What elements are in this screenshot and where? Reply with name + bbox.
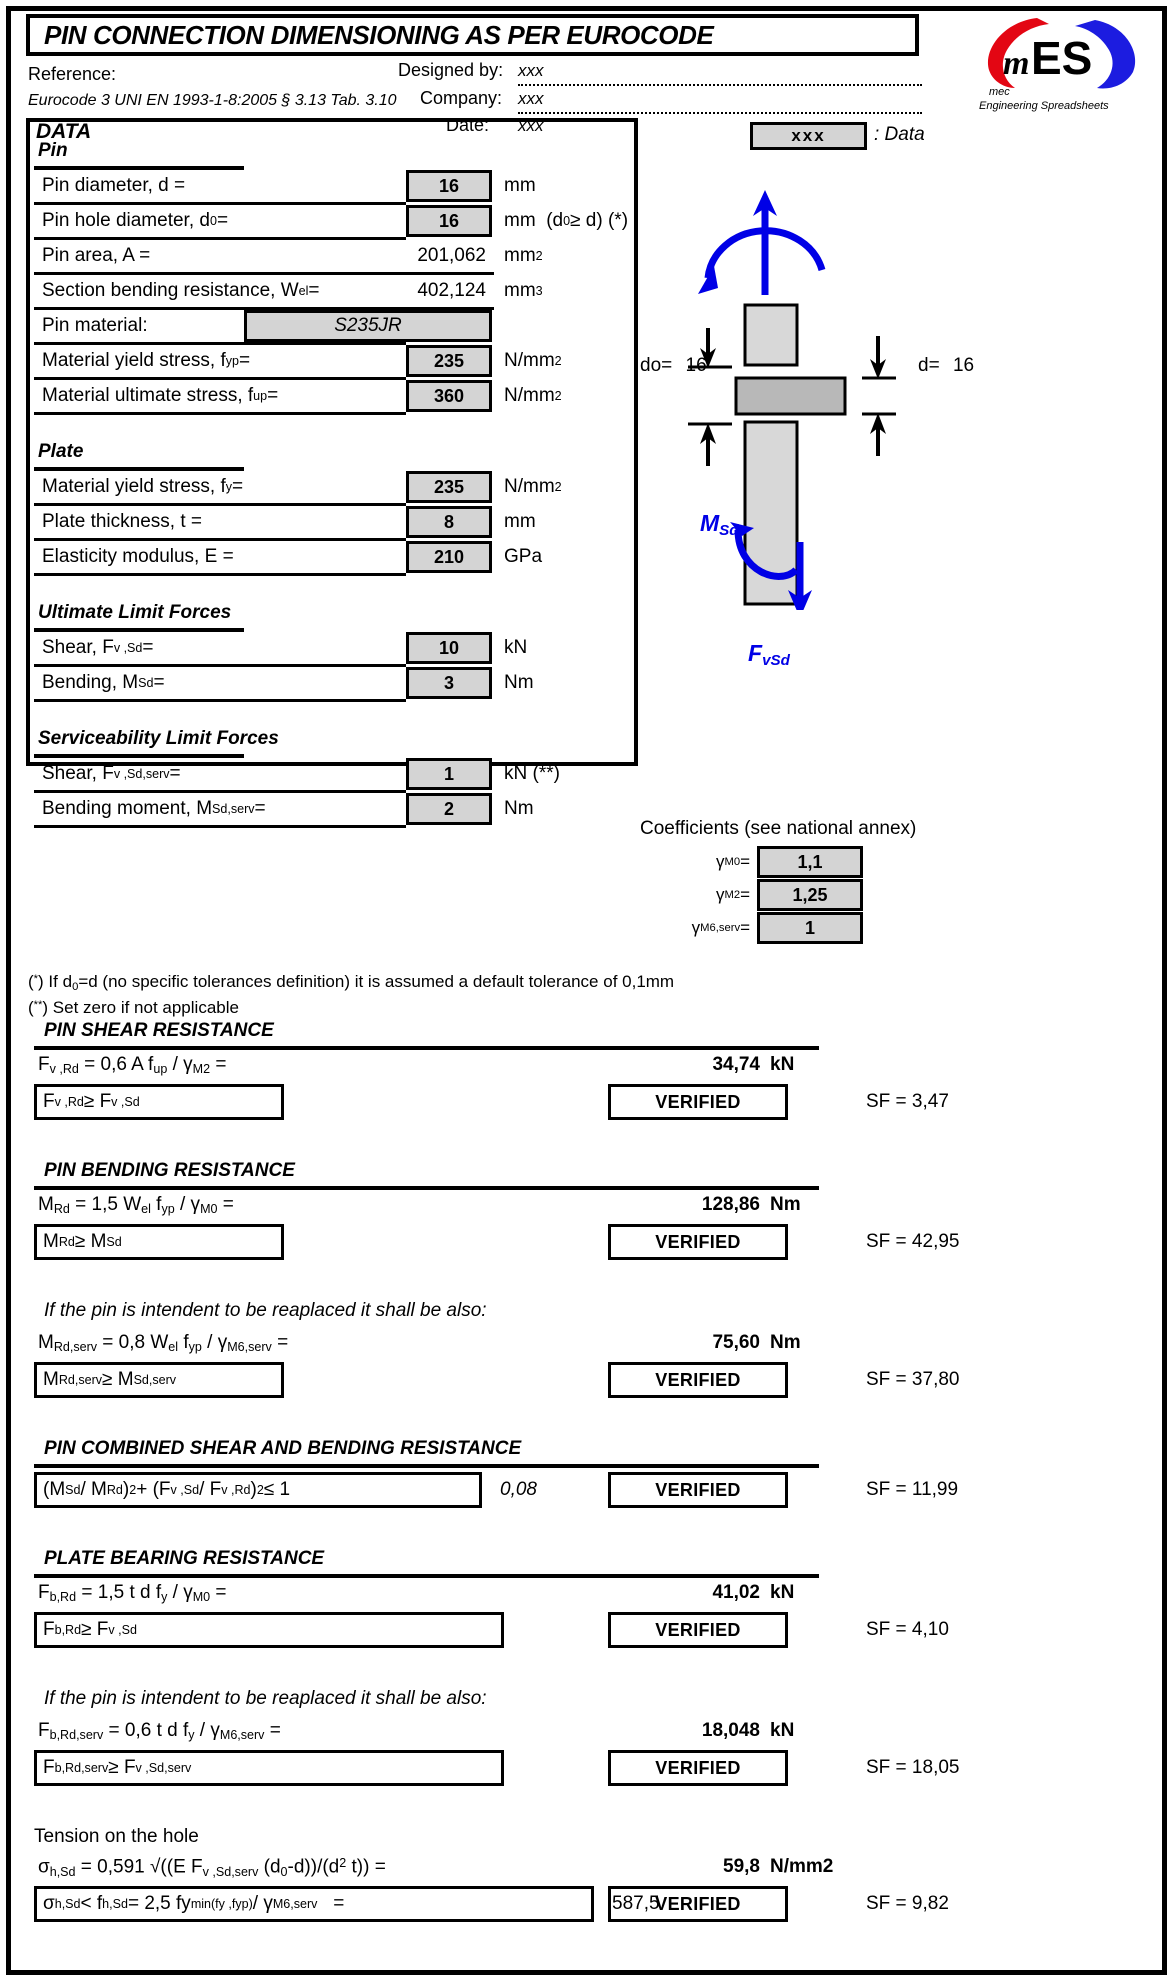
- company-underline: [518, 112, 922, 114]
- data-row-label: Section bending resistance, W el =: [42, 280, 320, 301]
- company-label: Company:: [420, 88, 503, 108]
- data-row-label: Pin area, A =: [42, 245, 151, 266]
- status-badge: VERIFIED: [608, 1224, 788, 1260]
- legend-data-cell: xxx: [750, 122, 867, 150]
- mes-logo-graphic: [975, 12, 1155, 92]
- data-input-cell[interactable]: 2: [406, 793, 492, 825]
- status-badge: VERIFIED: [608, 1472, 788, 1508]
- data-row-label: Pin diameter, d =: [42, 175, 186, 196]
- unit-label: N/mm 2: [504, 350, 562, 371]
- formula-expression: $M_{Rd,serv} = 0,8$ $W_{el}$ $f_{yp} / \gamma_{M6,serv}$ =: [38, 1332, 289, 1355]
- computed-value: 402,124: [417, 280, 486, 301]
- legend-caption: : Data: [874, 124, 925, 145]
- group-title: Ultimate Limit Forces: [38, 602, 232, 623]
- safety-factor: SF = 9,82: [866, 1893, 949, 1914]
- unit-label: mm 3: [504, 280, 543, 301]
- formula-expression: $F_{b,Rd} = 1,5$ t d $f_y / \gamma_{M0}$ =: [38, 1582, 227, 1605]
- data-input-cell[interactable]: 3: [406, 667, 492, 699]
- data-input-cell[interactable]: 16: [406, 205, 492, 237]
- date-value[interactable]: xxx: [518, 116, 544, 135]
- do-label: do=: [640, 355, 673, 376]
- section-title: PIN BENDING RESISTANCE: [44, 1160, 295, 1181]
- section-title: PIN SHEAR RESISTANCE: [44, 1020, 274, 1041]
- section-preamble: If the pin is intendent to be reaplaced it shall be also:: [44, 1300, 487, 1321]
- section-title: PIN COMBINED SHEAR AND BENDING RESISTANCE: [44, 1438, 522, 1459]
- data-row-label: Shear, F v ,Sd,serv =: [42, 763, 181, 784]
- svg-text:ES: ES: [1031, 32, 1093, 84]
- result-value: 18,048: [701, 1720, 760, 1741]
- unit-label: mm: [504, 511, 536, 532]
- data-row-label: Elasticity modulus, E =: [42, 546, 234, 567]
- safety-factor: SF = 3,47: [866, 1091, 949, 1112]
- unit-label: Nm: [504, 798, 534, 819]
- data-row-label: Material yield stress, f yp =: [42, 350, 251, 371]
- unit-label: mm: [504, 175, 536, 196]
- computed-value: 201,062: [417, 245, 486, 266]
- result-unit: Nm: [770, 1194, 801, 1215]
- data-input-cell[interactable]: 235: [406, 471, 492, 503]
- inline-result-value: 0,08: [500, 1479, 537, 1500]
- row-divider: [34, 699, 406, 702]
- coefficient-input-cell[interactable]: 1,1: [757, 846, 863, 878]
- result-value: 59,8: [723, 1856, 760, 1877]
- svg-text:m: m: [1003, 45, 1030, 82]
- unit-label: mm (d 0 ≥ d) (*): [504, 210, 629, 231]
- data-input-cell[interactable]: 235: [406, 345, 492, 377]
- row-divider: [34, 573, 406, 576]
- section-underline: [34, 1186, 819, 1190]
- do-value: 16: [685, 355, 707, 376]
- coefficient-label: γ M6,serv =: [691, 918, 750, 937]
- check-condition-box: M Rd ≥ M Sd: [34, 1224, 284, 1260]
- unit-label: mm 2: [504, 245, 543, 266]
- data-input-cell[interactable]: 210: [406, 541, 492, 573]
- status-badge: VERIFIED: [608, 1886, 788, 1922]
- result-unit: kN: [770, 1582, 795, 1603]
- section-subtitle: Tension on the hole: [34, 1826, 199, 1847]
- coefficients-title: Coefficients (see national annex): [640, 818, 917, 839]
- status-badge: VERIFIED: [608, 1084, 788, 1120]
- group-title: Pin: [38, 140, 68, 161]
- formula-expression: $M_{Rd} = 1,5$ $W_{el}$ $f_{yp} / \gamma_{M0}$ =: [38, 1194, 234, 1217]
- data-row-label: Pin material:: [42, 315, 148, 336]
- check-condition-box: F b,Rd,serv ≥ F v ,Sd,serv: [34, 1750, 504, 1786]
- unit-label: kN: [504, 637, 528, 658]
- safety-factor: SF = 4,10: [866, 1619, 949, 1640]
- section-preamble: If the pin is intendent to be reaplaced it shall be also:: [44, 1688, 487, 1709]
- result-value: 128,86: [701, 1194, 760, 1215]
- data-row-label: Pin hole diameter, d 0 =: [42, 210, 229, 231]
- unit-label: Nm: [504, 672, 534, 693]
- section-underline: [34, 1046, 819, 1050]
- status-badge: VERIFIED: [608, 1612, 788, 1648]
- footnote-tolerance: (*) If $d_0=d$ (no specific tolerances definition) it is assumed a default tolerance of 0,1mm: [28, 972, 675, 993]
- check-condition-box: F v ,Rd ≥ F v ,Sd: [34, 1084, 284, 1120]
- data-row-label: Shear, F v ,Sd =: [42, 637, 154, 658]
- check-condition-box: σ h,Sd < f h,Sd = 2,5 fy min(fy ,fyp) / γ M6,serv =: [34, 1886, 594, 1922]
- result-unit: kN: [770, 1720, 795, 1741]
- status-badge: VERIFIED: [608, 1362, 788, 1398]
- row-divider: [34, 825, 406, 828]
- section-underline: [34, 1464, 819, 1468]
- data-row-label: Plate thickness, t =: [42, 511, 202, 532]
- designed-by-value[interactable]: xxx: [518, 61, 544, 80]
- coefficient-label: γ M2 =: [715, 885, 750, 904]
- material-select-cell[interactable]: S235JR: [244, 310, 492, 342]
- section-title: PLATE BEARING RESISTANCE: [44, 1548, 325, 1569]
- check-condition-box: F b,Rd ≥ F v ,Sd: [34, 1612, 504, 1648]
- data-input-cell[interactable]: 1: [406, 758, 492, 790]
- formula-expression: $F_{b,Rd,serv} = 0,6$ t d $f_y / \gamma_{M6,serv}$ =: [38, 1720, 281, 1743]
- result-unit: Nm: [770, 1332, 801, 1353]
- result-value: 34,74: [712, 1054, 760, 1075]
- document-title-box: [26, 14, 919, 56]
- do-dimension-label: [640, 355, 707, 377]
- unit-label: N/mm 2: [504, 385, 562, 406]
- check-condition-box: (M Sd / M Rd ) 2 + (F v ,Sd / F v ,Rd ) 2 ≤ 1: [34, 1472, 482, 1508]
- safety-factor: SF = 42,95: [866, 1231, 960, 1252]
- section-underline: [34, 1574, 819, 1578]
- company-value[interactable]: xxx: [518, 89, 544, 108]
- check-condition-box: M Rd,serv ≥ M Sd,serv: [34, 1362, 284, 1398]
- designed-by-underline: [518, 84, 922, 86]
- coefficient-label: γ M0 =: [715, 852, 750, 871]
- coefficient-input-cell[interactable]: 1: [757, 912, 863, 944]
- reference-label: Reference:: [28, 64, 117, 84]
- safety-factor: SF = 37,80: [866, 1369, 960, 1390]
- data-section-label: DATA: [36, 120, 92, 143]
- formula-expression: $F_{v ,Rd} = 0,6$ A $f_{up} / \gamma_{M2}$ =: [38, 1054, 227, 1077]
- d-value: 16: [952, 355, 975, 376]
- group-title: Serviceability Limit Forces: [38, 728, 279, 749]
- logo-caption-line1: mec: [989, 86, 1010, 98]
- page-title: PIN CONNECTION DIMENSIONING AS PER EUROCODE: [44, 19, 714, 50]
- designed-by-label: Designed by:: [398, 60, 504, 80]
- result-value: 75,60: [712, 1332, 760, 1353]
- row-divider: [34, 412, 406, 415]
- logo-caption-line2: Engineering Spreadsheets: [979, 100, 1109, 112]
- safety-factor: SF = 11,99: [866, 1479, 959, 1500]
- data-input-cell[interactable]: 10: [406, 632, 492, 664]
- status-badge: VERIFIED: [608, 1750, 788, 1786]
- group-title: Plate: [38, 441, 84, 462]
- coefficient-input-cell[interactable]: 1,25: [757, 879, 863, 911]
- d-dimension-label: [918, 355, 974, 377]
- data-input-cell[interactable]: 8: [406, 506, 492, 538]
- data-row-label: Material yield stress, f y =: [42, 476, 244, 497]
- footnote-setzero: (**) Set zero if not applicable: [28, 998, 239, 1017]
- reference-value: Eurocode 3 UNI EN 1993-1-8:2005 § 3.13 Tab. 3.10: [28, 92, 397, 109]
- date-label: Date:: [446, 115, 490, 135]
- data-input-cell[interactable]: 16: [406, 170, 492, 202]
- mes-logo: [975, 12, 1155, 120]
- data-row-label: Material ultimate stress, f up =: [42, 385, 279, 406]
- result-unit: N/mm2: [770, 1856, 834, 1877]
- d-label: d=: [918, 355, 940, 376]
- data-row-label: Bending, M Sd =: [42, 672, 165, 693]
- formula-expression: $\sigma_{h,Sd} = 0,591$ √((E $F_{v ,Sd,serv}$ $(d_0-d))/(d^2$ t)) =: [38, 1856, 386, 1879]
- data-input-cell[interactable]: 360: [406, 380, 492, 412]
- result-unit: kN: [770, 1054, 795, 1075]
- inline-result-value: 587,5: [612, 1893, 660, 1914]
- unit-label: kN (**): [504, 763, 560, 784]
- pin-connection-diagram: [640, 150, 1160, 610]
- result-value: 41,02: [712, 1582, 760, 1603]
- unit-label: GPa: [504, 546, 543, 567]
- data-row-label: Bending moment, M Sd,serv =: [42, 798, 266, 819]
- unit-label: N/mm 2: [504, 476, 562, 497]
- shear-force-annotation: $F_{vSd}$: [748, 640, 790, 669]
- moment-annotation: $M_{Sd}$: [700, 510, 739, 539]
- safety-factor: SF = 18,05: [866, 1757, 960, 1778]
